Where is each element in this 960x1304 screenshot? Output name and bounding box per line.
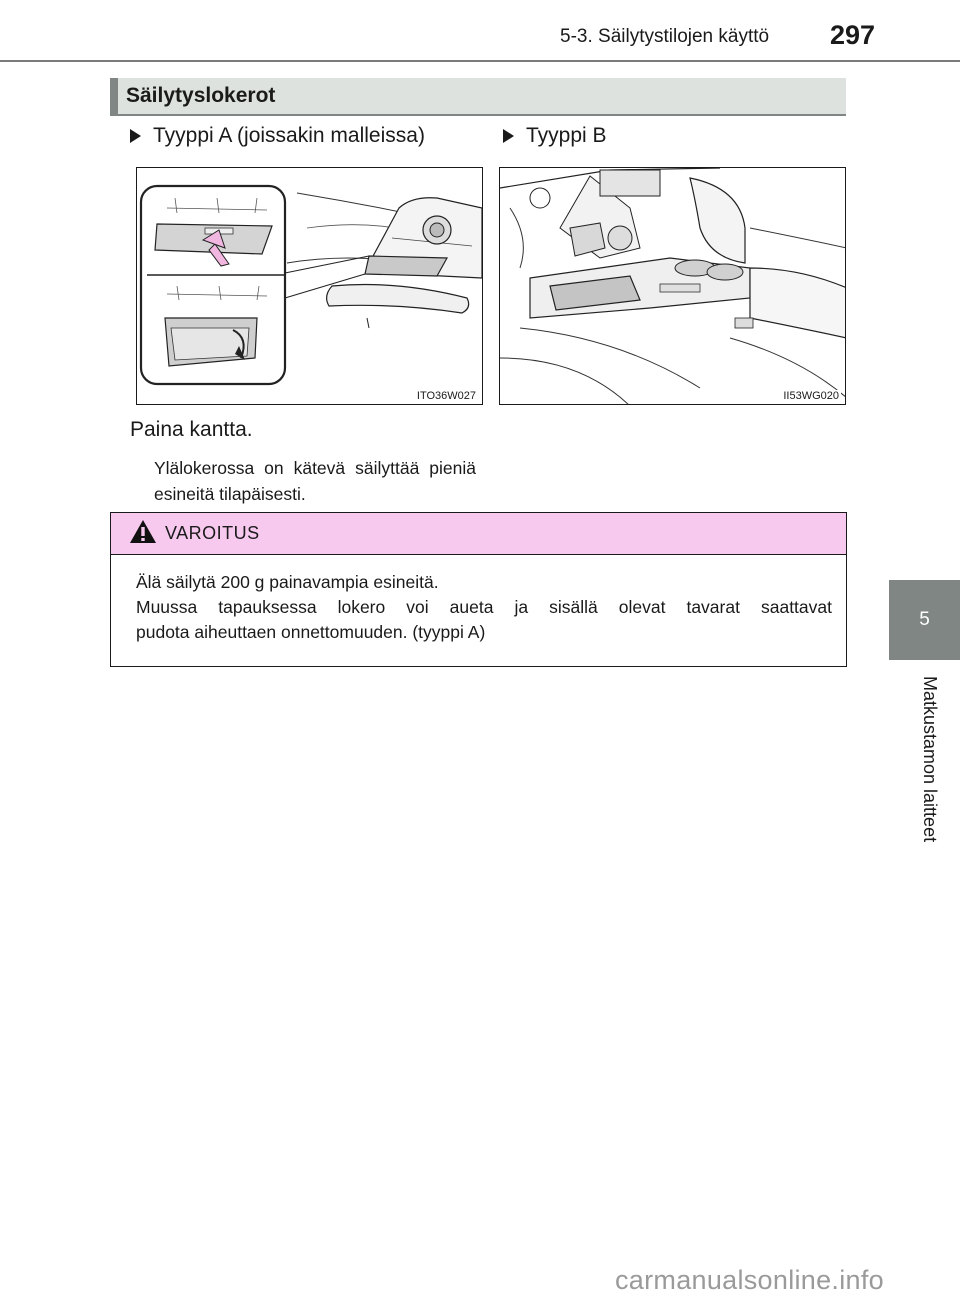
warning-line-3: pudota aiheuttaen onnettomuuden. (tyyppi A) bbox=[136, 622, 486, 642]
warning-header bbox=[111, 513, 846, 555]
overhead-console-illustration bbox=[137, 168, 483, 405]
warning-line-2: Muussa tapauksessa lokero voi aueta ja sisällä olevat tavarat saattavat bbox=[136, 597, 832, 617]
chapter-number: 5 bbox=[919, 609, 930, 630]
triangle-bullet-icon bbox=[130, 129, 141, 143]
chapter-title: Matkustamon laitteet bbox=[920, 676, 940, 843]
section-title bbox=[110, 78, 846, 114]
chapter-tab[interactable] bbox=[889, 580, 960, 660]
instruction-text: Paina kantta. bbox=[130, 418, 253, 441]
center-console-illustration bbox=[500, 168, 846, 405]
type-b-label bbox=[503, 124, 607, 148]
figure-code-b: II53WG020 bbox=[783, 390, 839, 402]
warning-title: VAROITUS bbox=[165, 523, 260, 543]
warning-box bbox=[110, 512, 847, 667]
warning-triangle-icon bbox=[129, 519, 157, 549]
header-rule bbox=[0, 60, 960, 62]
warning-body bbox=[136, 570, 832, 645]
note-text: Ylälokerossa on kätevä säilyttää pieniä esineitä tilapäisesti. bbox=[154, 458, 476, 504]
section-rule bbox=[110, 114, 846, 116]
type-a-text: Tyyppi A (joissakin malleissa) bbox=[153, 124, 425, 147]
figure-code-a: ITO36W027 bbox=[416, 390, 476, 402]
running-header: 5-3. Säilytystilojen käyttö bbox=[560, 26, 770, 47]
section-title-text: Säilytyslokerot bbox=[126, 84, 276, 107]
triangle-bullet-icon bbox=[503, 129, 514, 143]
page-number: 297 bbox=[830, 20, 876, 50]
figure-type-b bbox=[499, 167, 846, 405]
watermark: carmanualsonline.info bbox=[615, 1265, 884, 1295]
type-b-text: Tyyppi B bbox=[526, 124, 607, 147]
warning-line-1: Älä säilytä 200 g painavampia esineitä. bbox=[136, 572, 439, 592]
figure-type-a bbox=[136, 167, 483, 405]
type-a-label bbox=[130, 124, 425, 148]
